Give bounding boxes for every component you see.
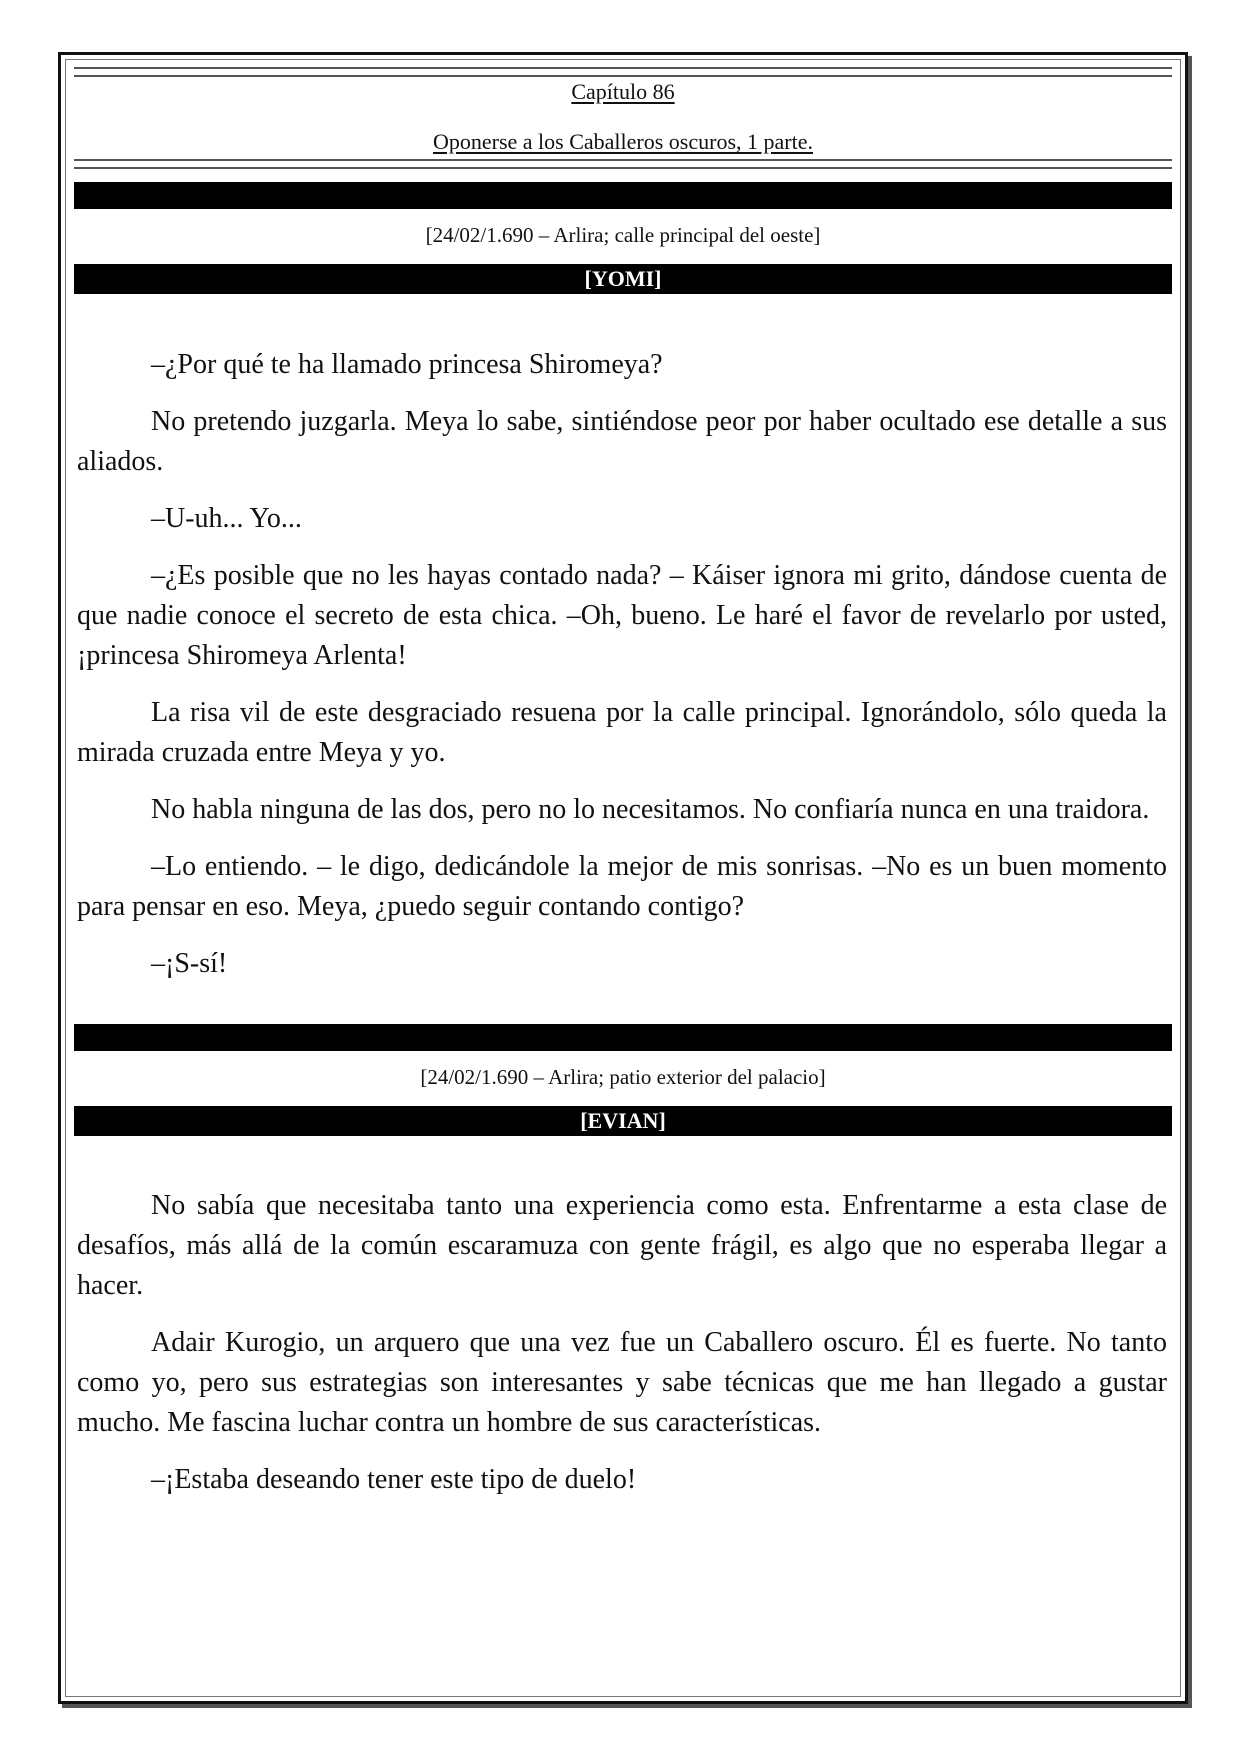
header-bottom-rule <box>74 159 1172 169</box>
paragraph: No sabía que necesitaba tanto una experiencia como esta. Enfrentarme a esta clase de desafíos, más allá de la común escaramuza con gente frágil, es algo que no esperaba llegar a hacer. <box>77 1190 1167 1301</box>
narrator-bar: [YOMI] <box>74 264 1172 294</box>
paragraph: No pretendo juzgarla. Meya lo sabe, sintiéndose peor por haber ocultado ese detalle a sus aliados. <box>77 406 1167 477</box>
scene-heading: [24/02/1.690 – Arlira; calle principal del oeste] <box>425 223 821 247</box>
paragraph: –¡Estaba deseando tener este tipo de duelo! <box>151 1464 637 1495</box>
paragraph: –Lo entiendo. – le digo, dedicándole la mejor de mis sonrisas. –No es un buen momento para pensar en eso. Meya, ¿puedo seguir contando contigo? <box>77 851 1167 922</box>
scene-heading: [24/02/1.690 – Arlira; patio exterior del palacio] <box>420 1065 826 1089</box>
header-top-rule <box>74 67 1172 77</box>
paragraph: –¿Es posible que no les hayas contado nada? – Káiser ignora mi grito, dándose cuenta de que nadie conoce el secreto de esta chica. –Oh, bueno. Le haré el favor de revelarlo por usted, ¡princesa Shiromeya Arlenta! <box>77 560 1167 671</box>
section-body <box>77 345 1167 1001</box>
section-body <box>77 1186 1167 1517</box>
section-divider <box>74 1024 1172 1051</box>
chapter-title: Capítulo 86 <box>571 79 675 104</box>
page-frame <box>58 52 1188 1704</box>
paragraph: Adair Kurogio, un arquero que una vez fue un Caballero oscuro. Él es fuerte. No tanto como yo, pero sus estrategias son interesantes y sabe técnicas que me han llegado a gustar mucho. Me fascina luchar contra un hombre de sus características. <box>77 1327 1167 1438</box>
narrator-bar: [EVIAN] <box>74 1106 1172 1136</box>
paragraph: No habla ninguna de las dos, pero no lo necesitamos. No confiaría nunca en una traidora. <box>151 794 1150 825</box>
paragraph: –U-uh... Yo... <box>151 503 302 534</box>
chapter-subtitle: Oponerse a los Caballeros oscuros, 1 parte. <box>432 129 813 154</box>
section-divider <box>74 182 1172 209</box>
paragraph: –¡S-sí! <box>151 948 228 979</box>
paragraph: La risa vil de este desgraciado resuena por la calle principal. Ignorándolo, sólo queda la mirada cruzada entre Meya y yo. <box>77 697 1167 768</box>
paragraph: –¿Por qué te ha llamado princesa Shiromeya? <box>151 349 663 380</box>
